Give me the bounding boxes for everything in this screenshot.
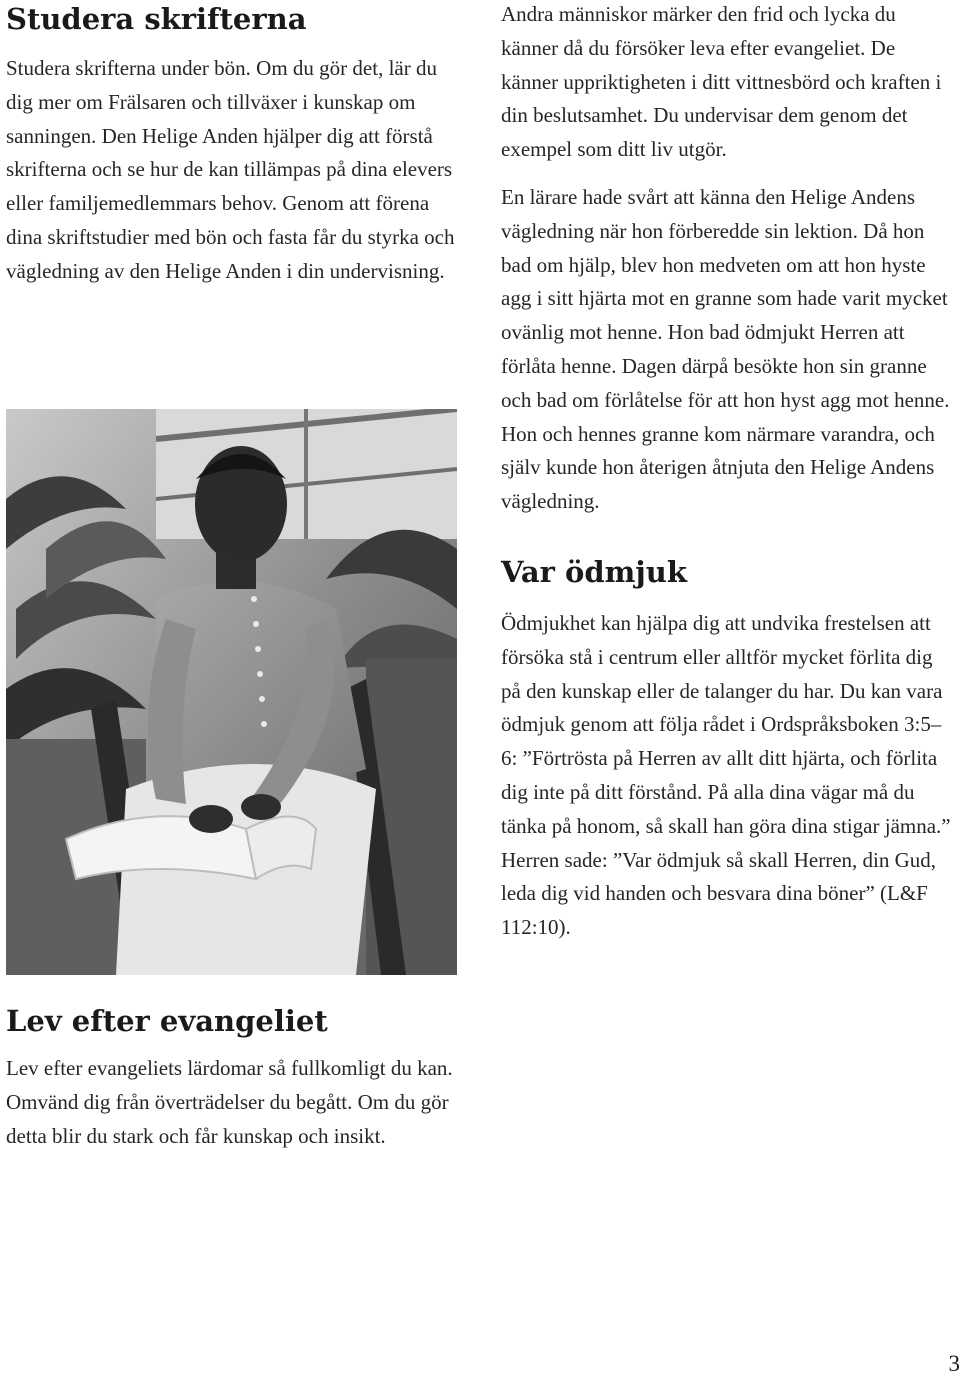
intro-paragraph-2: En lärare hade svårt att känna den Helige Andens vägledning när hon förberedde sin lektion. Då hon bad om hjälp, blev hon medveten om att hon hyste agg i sitt hjärta mot en granne som hade varit mycket ovänlig mot henne. Hon bad ödmjukt Herren att förlåta henne. Dagen därpå besökte hon sin granne och bad om förlåtelse för att hon hyst agg mot henne. Hon och hennes granne kom närmare varandra, och själv kunde hon återigen åtnjuta den Helige Andens vägledning. xyxy=(501,184,950,514)
left-column xyxy=(6,0,468,289)
section-body-study: Studera skrifterna under bön. Om du gör det, lär du dig mer om Frälsaren och tillväxer i kunskap om sanningen. Den Helige Anden hjälper dig att förstå skrifterna och se hur de kan tillämpas på dina elevers eller familjemedlemmars behov. Genom att förena dina skriftstudier med bön och fasta får du styrka och vägledning av den Helige Anden i din undervisning. xyxy=(6,56,455,283)
right-column xyxy=(501,0,956,945)
section-body-humble: Ödmjukhet kan hjälpa dig att undvika frestelsen att försöka stå i centrum eller alltför mycket förlita dig på den kunskap eller de talanger du har. Du kan vara ödmjuk genom att följa rådet i Ordspråksboken 3:5–6: ”Förtrösta på Herren av allt ditt hjärta, och förlita dig inte på ditt förstånd. På alla dina vägar må du tänka på honom, så skall han göra dina stigar jämna.” Herren sade: ”Var ödmjuk så skall Herren, din Gud, leda dig vid handen och besvara dina böner” (L&F 112:10). xyxy=(501,610,951,940)
page-number: 3 xyxy=(948,1351,960,1376)
section-heading-humble: Var ödmjuk xyxy=(501,554,687,589)
section-body-live: Lev efter evangeliets lärdomar så fullkomligt du kan. Omvänd dig från överträdelser du begått. Om du gör detta blir du stark och får kunskap och insikt. xyxy=(6,1056,453,1148)
woman-reading-photo xyxy=(6,409,457,975)
section-heading-live: Lev efter evangeliet xyxy=(6,1004,328,1038)
section-heading-study: Studera skrifterna xyxy=(6,2,307,36)
intro-paragraph-1: Andra människor märker den frid och lycka du känner då du försöker leva efter evangeliet. De känner uppriktigheten i ditt vittnesbörd och kraften i din beslutsamhet. Du undervisar dem genom det exempel som ditt liv utgör. xyxy=(501,2,942,162)
woman-reading-illustration xyxy=(6,409,457,975)
